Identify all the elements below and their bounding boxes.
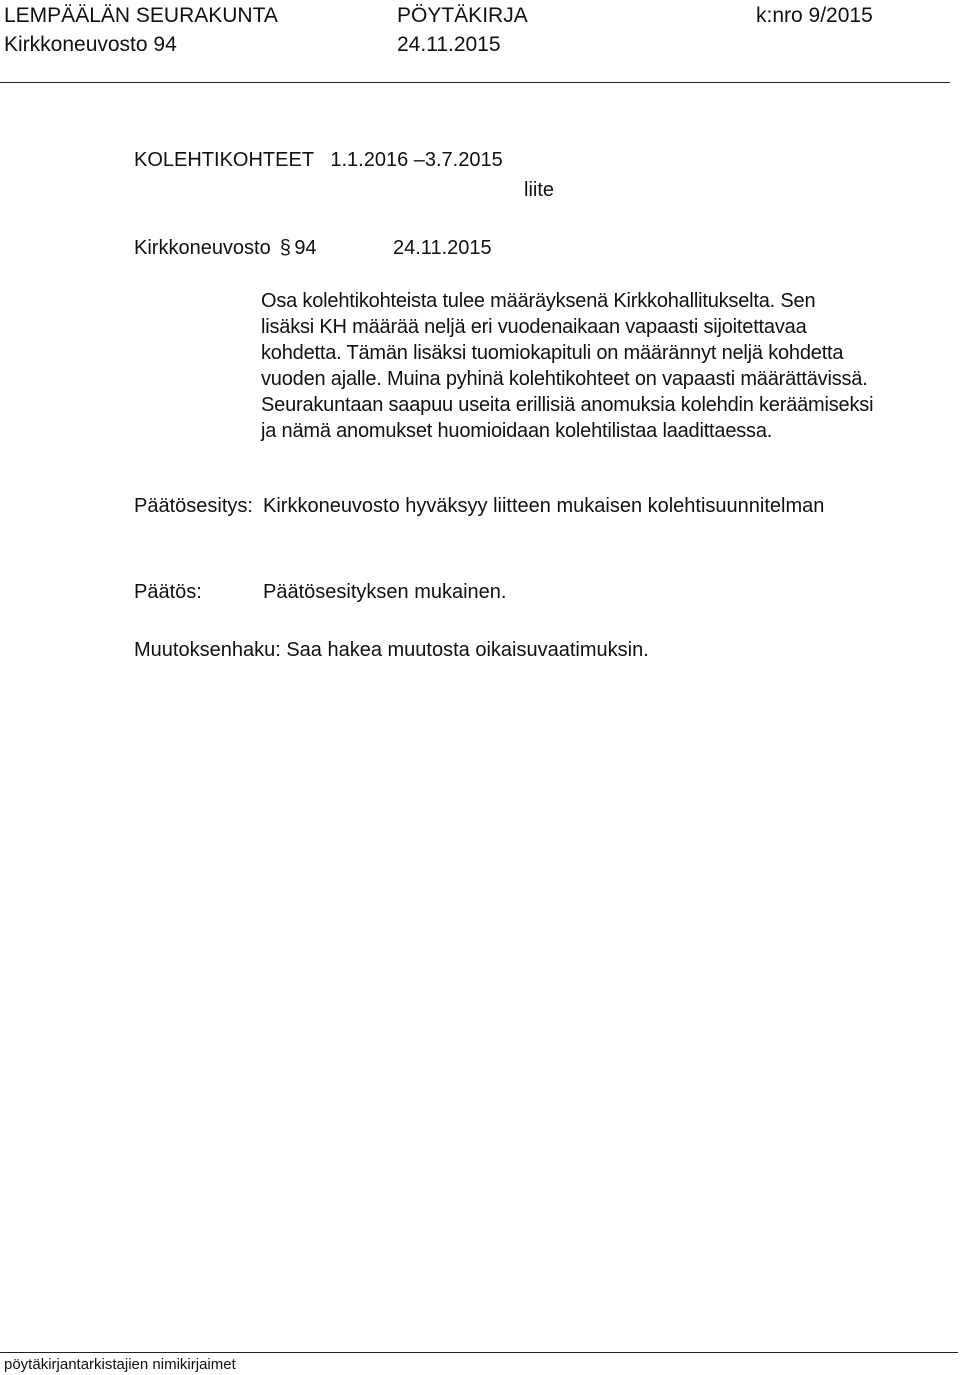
paragraph-line: Osa kolehtikohteista tulee määräyksenä Kirkkohallitukselta. Sen <box>261 290 816 312</box>
decision-label: Päätös: <box>134 581 202 603</box>
body-paragraph <box>261 288 956 444</box>
attachment-label: liite <box>524 179 555 201</box>
appeal-text: Saa hakea muutosta oikaisuvaatimuksin. <box>286 639 649 661</box>
paragraph-line: Seurakuntaan saapuu useita erillisiä anomuksia kolehdin keräämiseksi <box>261 394 874 416</box>
footer-rule <box>0 1352 958 1353</box>
decision-text: Päätösesityksen mukainen. <box>263 581 507 603</box>
proposal-text: Kirkkoneuvosto hyväksyy liitteen mukaisen kolehtisuunnitelman <box>263 495 825 517</box>
appeal-line <box>134 638 649 662</box>
page-title: KOLEHTIKOHTEET 1.1.2016 –3.7.2015 <box>134 149 503 171</box>
header-body: Kirkkoneuvosto 94 <box>4 33 177 56</box>
paragraph-line: ja nämä anomukset huomioidaan kolehtilistaa laadittaessa. <box>261 420 773 442</box>
paragraph-line: vuoden ajalle. Muina pyhinä kolehtikohteet on vapaasti määrättävissä. <box>261 368 868 390</box>
meeting-date: 24.11.2015 <box>393 237 492 259</box>
paragraph-line: kohdetta. Tämän lisäksi tuomiokapituli on määrännyt neljä kohdetta <box>261 342 844 364</box>
header-date: 24.11.2015 <box>397 33 501 56</box>
appeal-label: Muutoksenhaku: <box>134 639 281 661</box>
organization-name: LEMPÄÄLÄN SEURAKUNTA <box>4 4 278 27</box>
document-type: PÖYTÄKIRJA <box>397 4 528 27</box>
header-rule <box>0 82 950 83</box>
meeting-body: Kirkkoneuvosto <box>134 237 271 259</box>
proposal-label: Päätösesitys: <box>134 495 253 517</box>
document-number: k:nro 9/2015 <box>756 4 873 27</box>
meeting-reference <box>134 236 492 260</box>
meeting-section: 94 <box>294 237 317 259</box>
footer-initials-label: pöytäkirjantarkistajien nimikirjaimet <box>4 1356 236 1373</box>
paragraph-line: lisäksi KH määrää neljä eri vuodenaikaan vapaasti sijoitettavaa <box>261 316 807 338</box>
section-sign-icon: § <box>279 237 291 259</box>
